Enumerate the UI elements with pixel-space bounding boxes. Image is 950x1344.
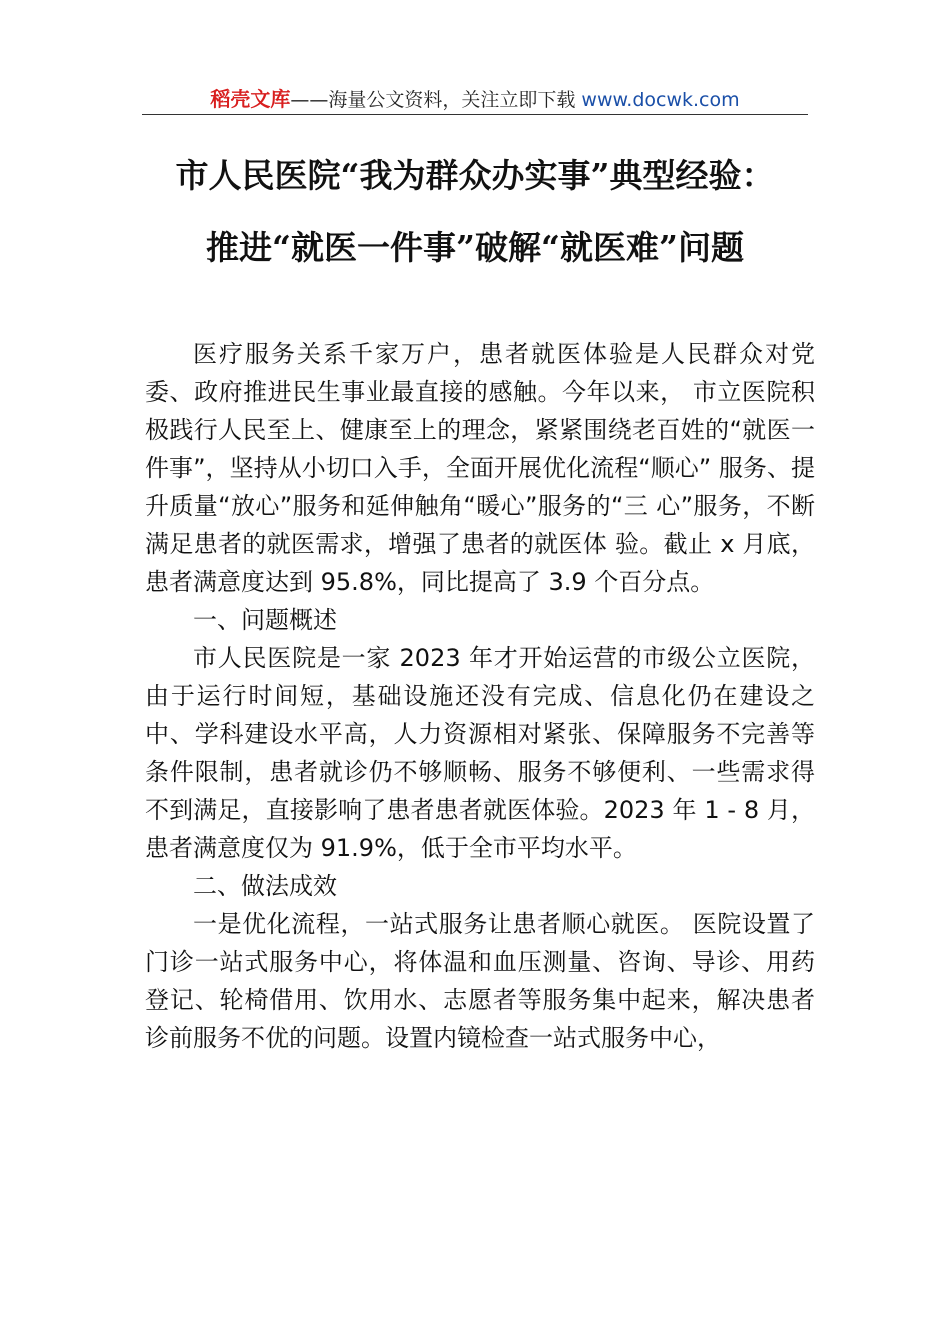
site-url-link[interactable]: www.docwk.com	[581, 89, 740, 111]
header-tagline: ——海量公文资料，关注立即下载	[290, 89, 582, 111]
practice-paragraph: 一是优化流程，一站式服务让患者顺心就医。 医院设置了门诊一站式服务中心，将体温和血压测量、咨询、导诊、用药登记、轮椅借用、饮用水、志愿者等服务集中起来，解决患者诊前服务不优的问题。设置内镜检查一站式服务中心，	[145, 910, 815, 1052]
brand-name: 稻壳文库	[210, 87, 291, 111]
section-heading-problem-overview: 一、问题概述	[193, 606, 337, 634]
document-body	[145, 335, 815, 1057]
problem-paragraph: 市人民医院是一家 2023 年才开始运营的市级公立医院，由于运行时间短，基础设施还没有完成、信息化仍在建设之中、学科建设水平高，人力资源相对紧张、保障服务不完善等条件限制，患者就诊仍不够顺畅、服务不够便利、一些需求得不到满足，直接影响了患者患者就医体验。2023 年 1 - 8 月，患者满意度仅为 91.9%，低于全市平均水平。	[145, 644, 815, 862]
section-heading-practices: 二、做法成效	[193, 872, 337, 900]
document-title-line-2: 推进“就医一件事”破解“就医难”问题	[206, 228, 744, 267]
document-header	[142, 84, 808, 114]
intro-paragraph: 医疗服务关系千家万户，患者就医体验是人民群众对党委、政府推进民生事业最直接的感触。今年以来， 市立医院积极践行人民至上、健康至上的理念，紧紧围绕老百姓的“就医一件事”，坚持从小切口入手，全面开展优化流程“顺心” 服务、提升质量“放心”服务和延伸触角“暖心”服务的“三 心”服务，不断满足患者的就医需求，增强了患者的就医体 验。截止 x 月底， 患者满意度达到 95.8%，同比提高了 3.9 个百分点。	[145, 340, 815, 596]
document-title-line-1: 市人民医院“我为群众办实事”典型经验：	[175, 156, 775, 195]
header-divider	[142, 114, 808, 115]
